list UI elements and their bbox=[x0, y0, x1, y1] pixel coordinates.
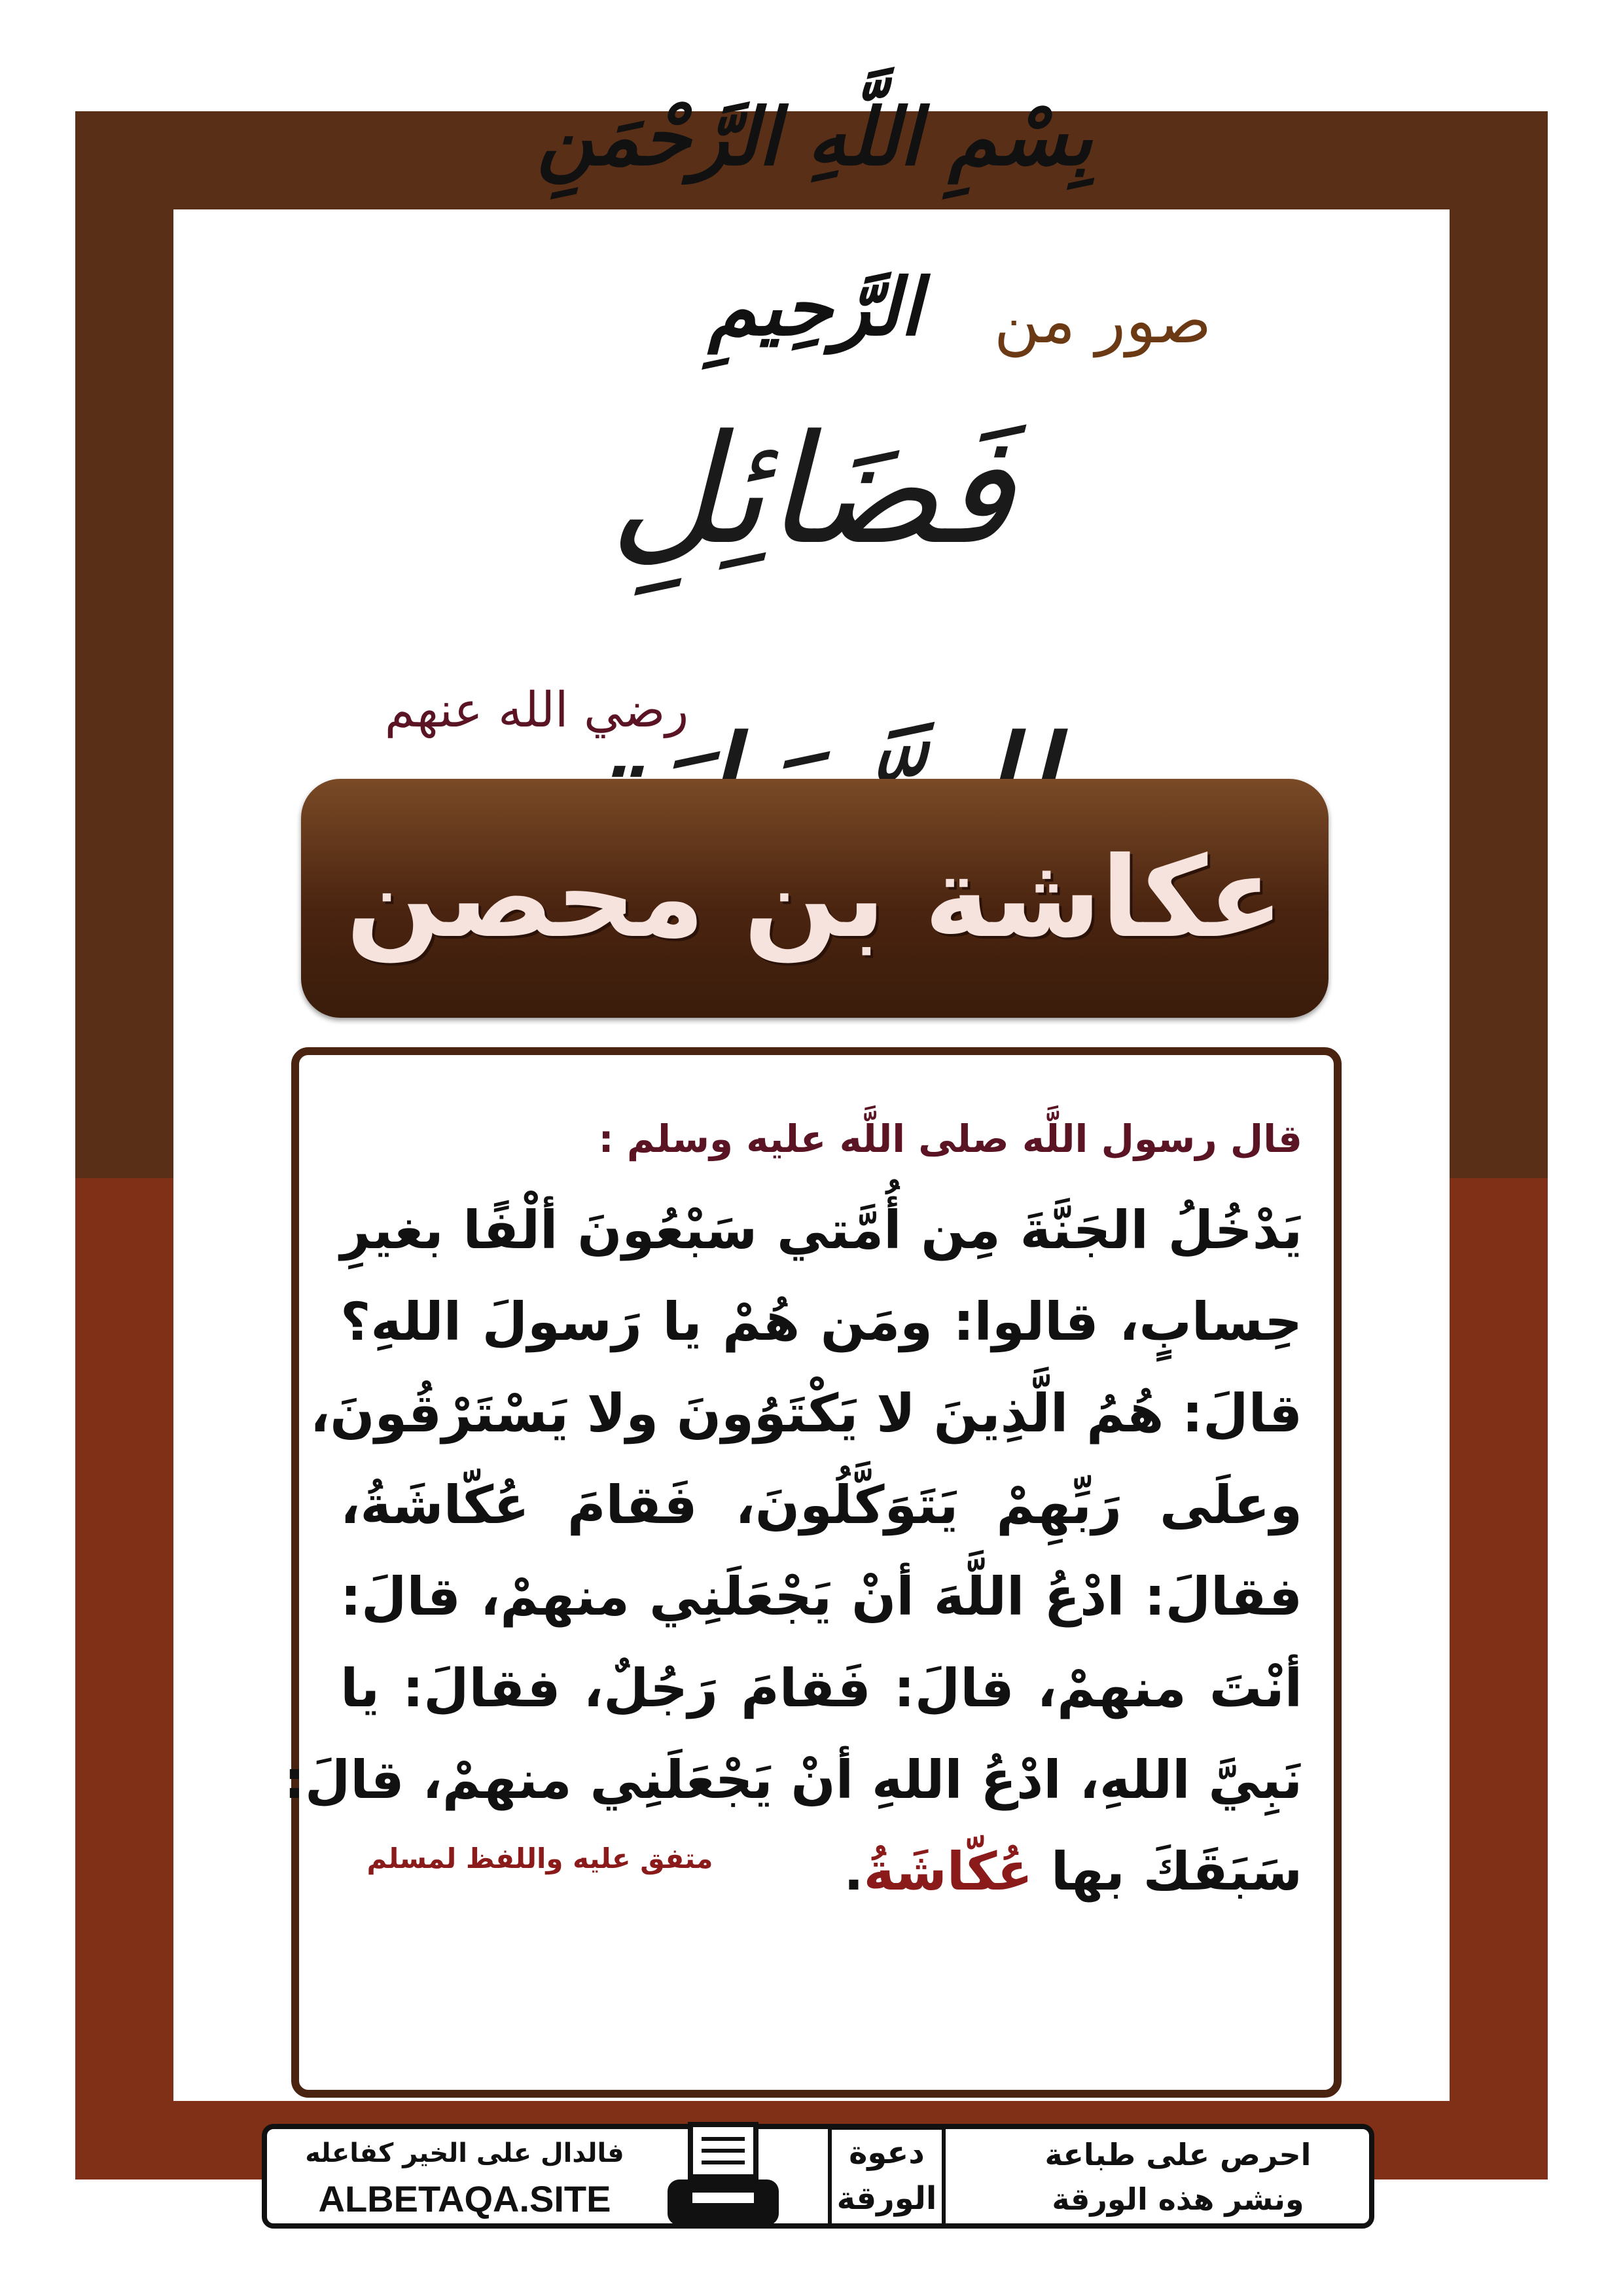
footer-cta-line2: ونشر هذه الورقة bbox=[1052, 2181, 1304, 2217]
hadith-line: يَدْخُلُ الجَنَّةَ مِن أُمَّتي سَبْعُونَ ألْفًا بغيرِ bbox=[340, 1200, 1302, 1261]
printer-icon bbox=[661, 2119, 785, 2234]
honorific: رضي الله عنهم bbox=[384, 682, 689, 738]
hadith-last-line-end: . bbox=[844, 1841, 864, 1902]
footer-site-link[interactable]: ALBETAQA.SITE bbox=[318, 2178, 611, 2219]
hadith-intro: قال رسول اللَّه صلى اللَّه عليه وسلم : bbox=[598, 1117, 1302, 1161]
series-prefix: صور من bbox=[993, 284, 1212, 357]
hadith-line: حِسابٍ، قالوا: ومَن هُمْ يا رَسولَ اللهِ؟ bbox=[340, 1291, 1302, 1352]
footer-cta-line1: احرص على طباعة bbox=[1044, 2137, 1311, 2172]
footer-proverb: فالدال على الخير كفاعله bbox=[305, 2138, 624, 2168]
hadith-line: نَبِيَّ اللهِ، ادْعُ اللهِ أنْ يَجْعَلَنِي منهمْ، قالَ: bbox=[283, 1749, 1302, 1810]
companion-name: عكاشة بن محصن bbox=[346, 833, 1284, 963]
hadith-source: متفق عليه واللفظ لمسلم bbox=[366, 1842, 713, 1874]
footer-call-to-action bbox=[995, 2132, 1361, 2224]
hadith-line: وعلَى رَبِّهِمْ يَتَوَكَّلُونَ، فَقامَ عُكّاشَةُ، bbox=[340, 1475, 1302, 1535]
series-title-calligraphy: فَضَائِلِ bbox=[609, 403, 1014, 578]
hadith-last-line-start: سَبَقَكَ بها bbox=[1050, 1841, 1302, 1902]
hadith-last-line bbox=[785, 1826, 1302, 1918]
companion-name-banner bbox=[301, 779, 1329, 1018]
hadith-line: فقالَ: ادْعُ اللَّهَ أنْ يَجْعَلَنِي منهمْ، قالَ: bbox=[340, 1566, 1302, 1627]
hadith-line: أنْتَ منهمْ، قالَ: فَقامَ رَجُلٌ، فقالَ: يا bbox=[340, 1658, 1302, 1719]
hadith-line: قالَ: هُمُ الَّذِينَ لا يَكْتَوُونَ ولا يَسْتَرْقُونَ، bbox=[310, 1383, 1302, 1444]
hadith-highlight-name: عُكّاشَةُ bbox=[863, 1841, 1033, 1902]
footer-logo: دعوة الورقة bbox=[828, 2126, 946, 2227]
bismillah-calligraphy: بِسْمِ اللَّهِ الرَّحْمَنِ الرَّحِيمِ bbox=[537, 91, 1093, 353]
